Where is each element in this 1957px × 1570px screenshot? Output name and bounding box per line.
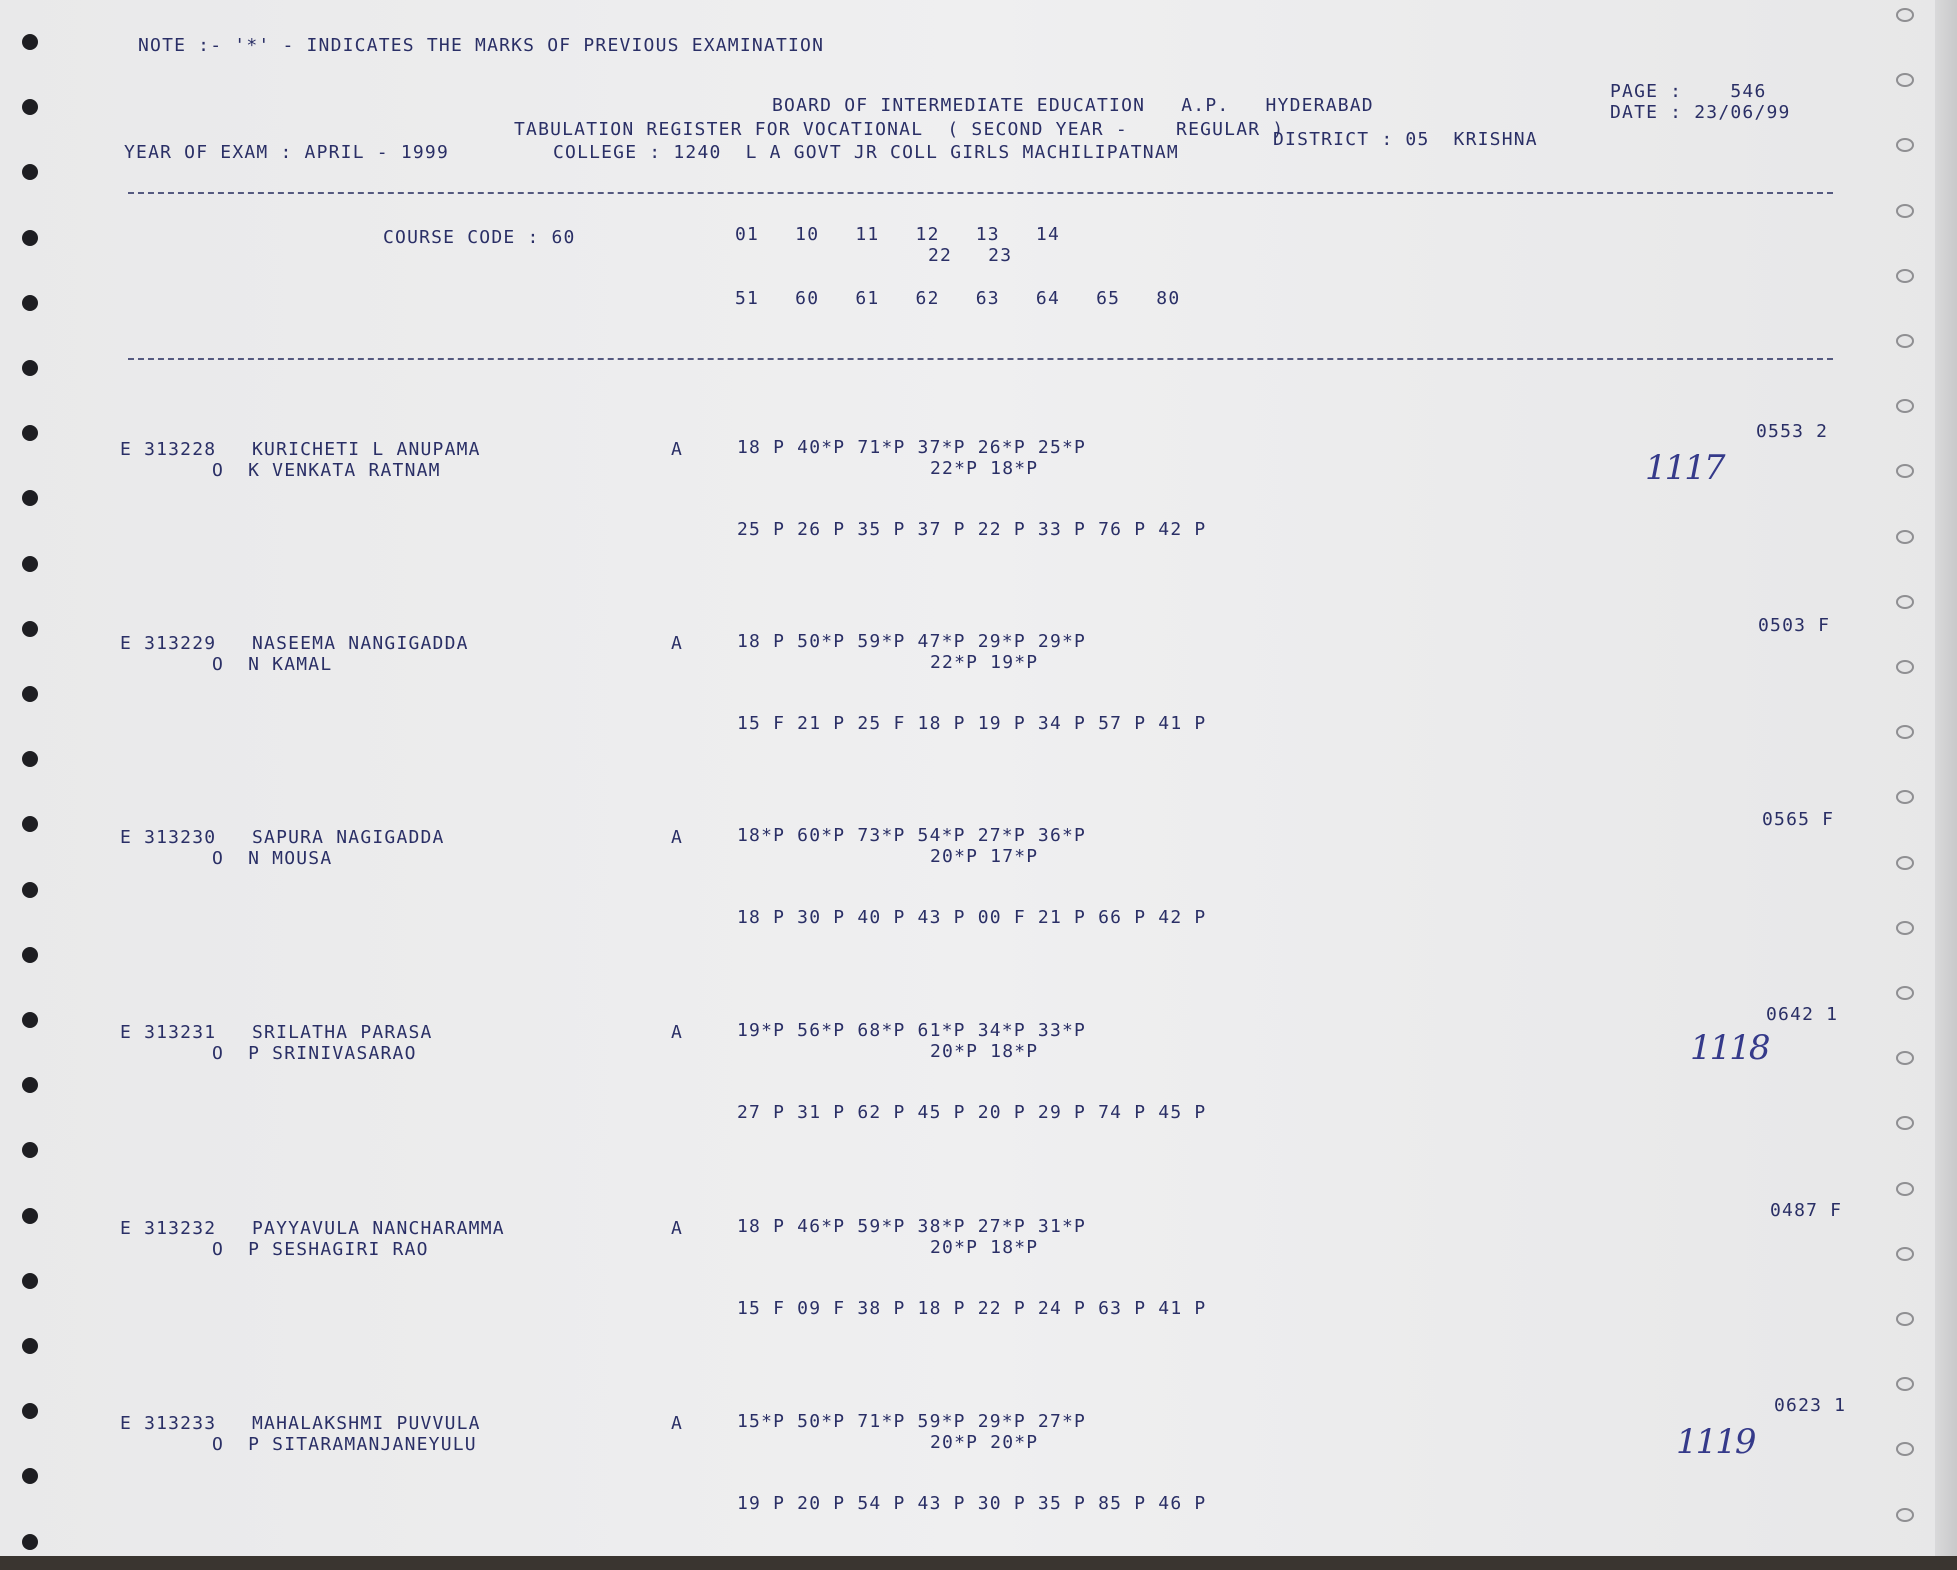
total-result: 0642 1 <box>1766 1004 1839 1025</box>
feed-hole-left <box>22 1338 38 1354</box>
feed-hole-right <box>1896 1508 1914 1522</box>
feed-hole-right <box>1896 334 1914 348</box>
marks-row1: 19*P 56*P 68*P 61*P 34*P 33*P <box>737 1020 1087 1041</box>
feed-hole-right <box>1896 1312 1914 1326</box>
student-name: KURICHETI L ANUPAMA <box>252 439 481 460</box>
marks-row1: 18 P 50*P 59*P 47*P 29*P 29*P <box>737 631 1087 652</box>
marks-row1-sub: 22*P 18*P <box>930 458 1039 479</box>
feed-hole-right <box>1896 269 1914 283</box>
father-name: O N KAMAL <box>212 654 333 675</box>
feed-hole-left <box>22 34 38 50</box>
student-id: E 313230 <box>120 827 217 848</box>
year-of-exam: YEAR OF EXAM : APRIL - 1999 <box>124 142 449 163</box>
handwritten-serial: 1119 <box>1676 1422 1755 1462</box>
student-grade: A <box>671 1218 684 1239</box>
student-grade: A <box>671 1022 684 1043</box>
separator-bottom <box>128 358 1833 360</box>
feed-hole-right <box>1896 530 1914 544</box>
course-code: COURSE CODE : 60 <box>383 227 576 248</box>
student-name: SRILATHA PARASA <box>252 1022 433 1043</box>
feed-hole-right <box>1896 204 1914 218</box>
student-grade: A <box>671 633 684 654</box>
student-id: E 313231 <box>120 1022 217 1043</box>
marks-row1: 15*P 50*P 71*P 59*P 29*P 27*P <box>737 1411 1087 1432</box>
marks-row1: 18 P 40*P 71*P 37*P 26*P 25*P <box>737 437 1087 458</box>
total-result: 0503 F <box>1758 615 1831 636</box>
feed-hole-left <box>22 295 38 311</box>
note-line: NOTE :- '*' - INDICATES THE MARKS OF PREVIOUS EXAMINATION <box>138 35 825 56</box>
total-result: 0565 F <box>1762 809 1835 830</box>
feed-hole-right <box>1896 921 1914 935</box>
marks-row1-sub: 20*P 17*P <box>930 846 1039 867</box>
student-name: NASEEMA NANGIGADDA <box>252 633 469 654</box>
marks-row2: 15 F 21 P 25 F 18 P 19 P 34 P 57 P 41 P <box>737 713 1207 734</box>
student-grade: A <box>671 439 684 460</box>
marks-row1: 18 P 46*P 59*P 38*P 27*P 31*P <box>737 1216 1087 1237</box>
page-number: PAGE : 546 <box>1610 81 1767 102</box>
student-id: E 313232 <box>120 1218 217 1239</box>
college-info: COLLEGE : 1240 L A GOVT JR COLL GIRLS MACHILIPATNAM <box>553 142 1179 163</box>
feed-hole-right <box>1896 595 1914 609</box>
print-date: DATE : 23/06/99 <box>1610 102 1791 123</box>
total-result: 0487 F <box>1770 1200 1843 1221</box>
student-id: E 313229 <box>120 633 217 654</box>
subject-codes-row2: 51 60 61 62 63 64 65 80 <box>735 288 1181 309</box>
separator-top <box>128 192 1833 194</box>
student-name: MAHALAKSHMI PUVVULA <box>252 1413 481 1434</box>
subject-codes-row1: 01 10 11 12 13 14 <box>735 224 1060 245</box>
marks-row1-sub: 20*P 18*P <box>930 1237 1039 1258</box>
handwritten-serial: 1117 <box>1645 448 1724 488</box>
table-edge <box>0 1556 1957 1570</box>
subject-codes-row1-sub: 22 23 <box>928 245 1013 266</box>
father-name: O P SRINIVASARAO <box>212 1043 417 1064</box>
paper-edge <box>1935 0 1957 1570</box>
father-name: O N MOUSA <box>212 848 333 869</box>
marks-row1-sub: 22*P 19*P <box>930 652 1039 673</box>
feed-hole-right <box>1896 1247 1914 1261</box>
feed-hole-left <box>22 230 38 246</box>
feed-hole-left <box>22 1012 38 1028</box>
feed-hole-right <box>1896 8 1914 22</box>
marks-row2: 19 P 20 P 54 P 43 P 30 P 35 P 85 P 46 P <box>737 1493 1207 1514</box>
feed-hole-right <box>1896 660 1914 674</box>
register-title: TABULATION REGISTER FOR VOCATIONAL ( SECOND YEAR - REGULAR ) <box>514 119 1285 140</box>
marks-row1-sub: 20*P 20*P <box>930 1432 1039 1453</box>
marks-row2: 15 F 09 F 38 P 18 P 22 P 24 P 63 P 41 P <box>737 1298 1207 1319</box>
student-id: E 313228 <box>120 439 217 460</box>
board-title: BOARD OF INTERMEDIATE EDUCATION A.P. HYDERABAD <box>772 95 1374 116</box>
marks-row2: 18 P 30 P 40 P 43 P 00 F 21 P 66 P 42 P <box>737 907 1207 928</box>
feed-hole-left <box>22 1534 38 1550</box>
student-name: SAPURA NAGIGADDA <box>252 827 445 848</box>
total-result: 0553 2 <box>1756 421 1829 442</box>
father-name: O P SESHAGIRI RAO <box>212 1239 429 1260</box>
feed-hole-left <box>22 947 38 963</box>
feed-hole-left <box>22 621 38 637</box>
student-grade: A <box>671 827 684 848</box>
feed-hole-left <box>22 1208 38 1224</box>
district-info: DISTRICT : 05 KRISHNA <box>1273 129 1538 150</box>
father-name: O K VENKATA RATNAM <box>212 460 441 481</box>
feed-hole-right <box>1896 986 1914 1000</box>
feed-hole-right <box>1896 1182 1914 1196</box>
feed-hole-left <box>22 1273 38 1289</box>
father-name: O P SITARAMANJANEYULU <box>212 1434 477 1455</box>
student-name: PAYYAVULA NANCHARAMMA <box>252 1218 505 1239</box>
feed-hole-right <box>1896 856 1914 870</box>
handwritten-serial: 1118 <box>1690 1028 1769 1068</box>
total-result: 0623 1 <box>1774 1395 1847 1416</box>
feed-hole-left <box>22 686 38 702</box>
feed-hole-left <box>22 360 38 376</box>
feed-hole-left <box>22 882 38 898</box>
marks-row1: 18*P 60*P 73*P 54*P 27*P 36*P <box>737 825 1087 846</box>
student-id: E 313233 <box>120 1413 217 1434</box>
student-grade: A <box>671 1413 684 1434</box>
marks-row2: 25 P 26 P 35 P 37 P 22 P 33 P 76 P 42 P <box>737 519 1207 540</box>
feed-hole-left <box>22 556 38 572</box>
marks-row1-sub: 20*P 18*P <box>930 1041 1039 1062</box>
marks-row2: 27 P 31 P 62 P 45 P 20 P 29 P 74 P 45 P <box>737 1102 1207 1123</box>
